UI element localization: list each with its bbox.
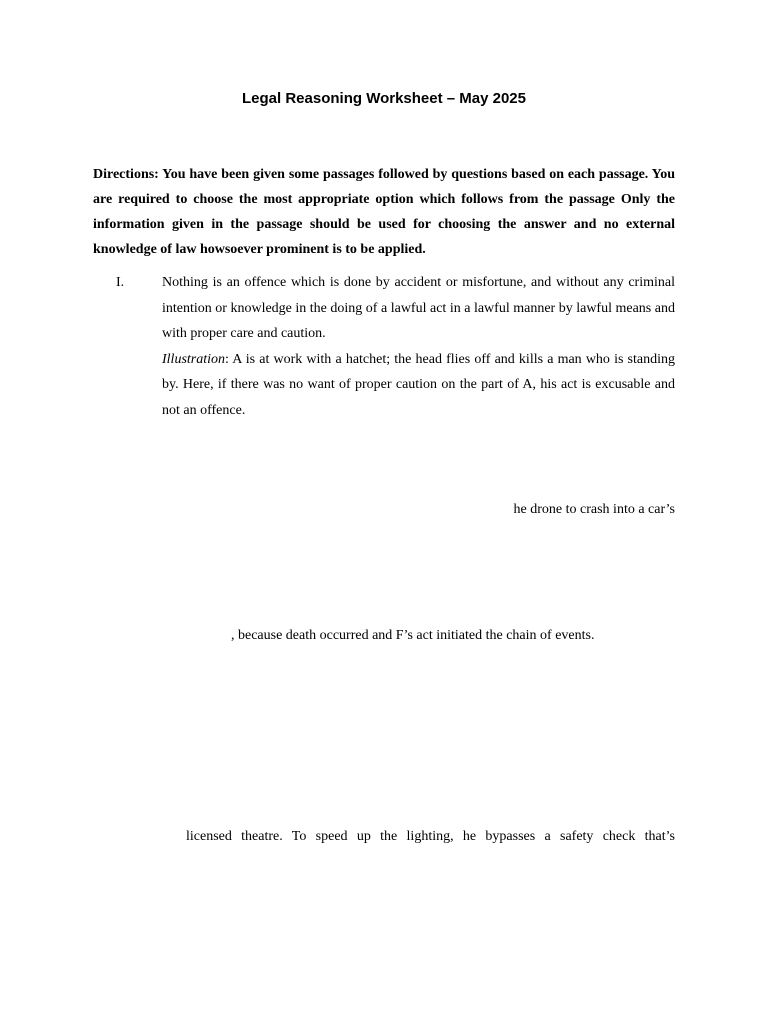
illustration-paragraph [162,347,675,424]
text-fragment-2: , because death occurred and F’s act initiated the chain of events. [231,628,595,643]
text-fragment-3: licensed theatre. To speed up the lighting, he bypasses a safety check that’s [186,829,675,844]
illustration-text: : A is at work with a hatchet; the head flies off and kills a man who is standing by. Here, if there was no want of proper caution on the part of A, his act is excusable and not an offence. [162,351,675,418]
illustration-label: Illustration [162,351,226,367]
passage-item [162,270,675,423]
text-fragment-1: he drone to crash into a car’s [513,502,675,517]
item-number: I. [116,275,125,290]
directions-text: Directions: You have been given some passages followed by questions based on each passage. You are required to choose the most appropriate option which follows from the passage Only the information given in the passage should be used for choosing the answer and no external knowledge of law howsoever prominent is to be applied. [93,167,675,257]
principle-text: Nothing is an offence which is done by accident or misfortune, and without any criminal intention or knowledge in the doing of a lawful act in a lawful manner by lawful means and with proper care and caution. [162,275,675,341]
document-title: Legal Reasoning Worksheet – May 2025 [242,90,526,107]
